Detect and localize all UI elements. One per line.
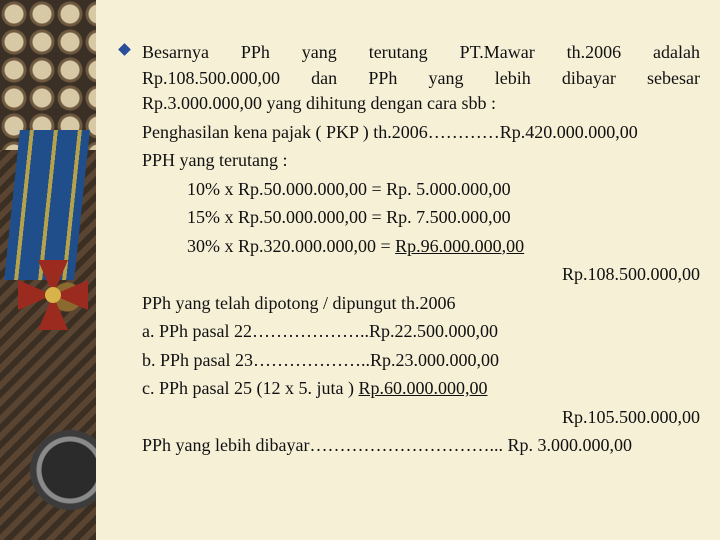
dipotong-label: PPh yang telah dipotong / dipungut th.2006	[142, 292, 456, 313]
bullet-icon	[118, 43, 131, 56]
potongan-row: c. PPh pasal 25 (12 x 5. juta ) Rp.60.000.000,00	[142, 378, 488, 398]
tarif-row: 15% x Rp.50.000.000,00 = Rp. 7.500.000,00	[187, 207, 511, 227]
medals-pattern	[0, 0, 96, 150]
compass-image	[30, 430, 96, 510]
pkp-line: Penghasilan kena pajak ( PKP ) th.2006…………Rp.420.000.000,00	[142, 121, 638, 142]
intro-line-3: Rp.3.000.000,00 yang dihitung dengan cara sbb :	[142, 93, 496, 113]
slide-text	[142, 40, 700, 459]
ribbon-image	[4, 130, 90, 280]
total-terutang: Rp.108.500.000,00	[561, 264, 700, 284]
lebih-bayar-line: PPh yang lebih dibayar…………………………... Rp. 3.000.000,00	[142, 435, 632, 455]
decorative-medals-photo	[0, 0, 96, 540]
intro-line-1: Besarnya PPh yang terutang PT.Mawar th.2006 adalah	[142, 42, 700, 62]
maltese-cross-icon	[18, 260, 88, 330]
potongan-row: b. PPh pasal 23………………..Rp.23.000.000,00	[142, 349, 500, 370]
tarif-row: 10% x Rp.50.000.000,00 = Rp. 5.000.000,00	[187, 178, 511, 199]
potongan-row: a. PPh pasal 22………………..Rp.22.500.000,00	[142, 321, 499, 341]
tarif-row: 30% x Rp.320.000.000,00 = Rp.96.000.000,00	[187, 235, 525, 256]
intro-line-2: Rp.108.500.000,00 dan PPh yang lebih dibayar sebesar	[142, 67, 700, 88]
pph-terutang-label: PPH yang terutang :	[142, 150, 288, 170]
total-potongan: Rp.105.500.000,00	[561, 406, 700, 427]
